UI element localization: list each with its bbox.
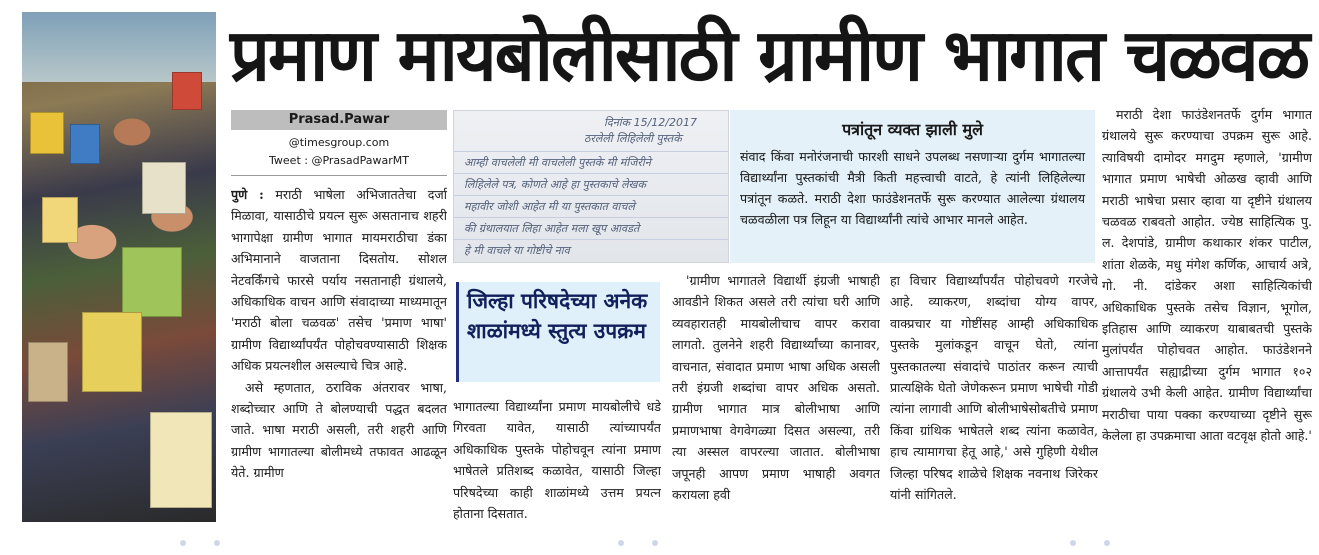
- article-column-1: [231, 184, 447, 524]
- article-column-2: [453, 396, 661, 526]
- sidebox-title: पत्रांतून व्यक्त झाली मुले: [842, 120, 983, 139]
- letter-line: आम्ही वाचलेली मी वाचलेली पुस्तके मी मंजिरीने: [464, 156, 651, 169]
- dateline: पुणे :: [231, 187, 264, 202]
- handwritten-letter-image: [453, 110, 729, 263]
- letter-date: दिनांक 15/12/2017: [604, 116, 697, 129]
- decorative-dot: [214, 540, 220, 546]
- pull-quote: [456, 282, 660, 382]
- photo-book: [82, 312, 142, 392]
- decorative-dot: [618, 540, 624, 546]
- photo-book: [142, 162, 186, 214]
- article-column-5: [1102, 104, 1312, 526]
- letter-line: लिहिलेले पत्र, कोणते आहे हा पुस्तकाचे लेखक: [464, 178, 646, 191]
- letters-sidebox: [730, 110, 1095, 263]
- letter-line: ठरलेली लिहिलेली पुस्तके: [584, 132, 682, 145]
- article-column-4: [890, 270, 1098, 526]
- decorative-dot: [1104, 540, 1110, 546]
- photo-book: [28, 342, 68, 402]
- students-with-books-photo: [22, 12, 216, 522]
- ruled-line: [454, 151, 728, 152]
- byline-tweet: Tweet : @PrasadPawarMT: [269, 154, 409, 167]
- letter-line: महावीर जोशी आहेत मी या पुस्तकात वाचले: [464, 200, 635, 213]
- photo-book: [122, 247, 182, 317]
- sidebox-body: संवाद किंवा मनोरंजनाची फारशी साधने उपलब्ध नसणाऱ्या दुर्गम भागातल्या विद्यार्थ्यांना पुस्तकांची मैत्री किती महत्त्वाची वाटते, हे त्यांनी लिहिलेल्या पत्रांतून कळते. मराठी देशा फाउंडेशनतर्फे सुरू करण्यात आलेल्या ग्रंथालय चळवळीला पत्र लिहून या विद्यार्थ्यांनी त्यांचे आभार मानले आहेत.: [740, 149, 1085, 227]
- decorative-dot: [652, 540, 658, 546]
- ruled-line: [454, 173, 728, 174]
- article-paragraph: [231, 184, 447, 377]
- ruled-line: [454, 217, 728, 218]
- article-paragraph: हा विचार विद्यार्थ्यांपर्यंत पोहोचवणे गरजेचे आहे. व्याकरण, शब्दांचा योग्य वापर, वाक्प्रचार या गोष्टींसह आम्ही अधिकाधिक पुस्तके मुलांकडून वाचून घेतो, त्यांना पुस्तकातल्या संवादांचे पाठांतर करून त्याची प्रात्यक्षिके घेतो जेणेकरून प्रमाण भाषेची गोडी त्यांना लागावी आणि बोलीभाषेसोबतीचे प्रमाण किंवा ग्रांथिक भाषेतले शब्द त्यांना कळावेत, हाच त्यामागचा हेतू आहे,' असे गुहिणी येथील जिल्हा परिषद शाळेचे शिक्षक नवनाथ जिरेकर यांनी सांगितले.: [890, 273, 1098, 503]
- photo-book: [150, 412, 212, 508]
- article-paragraph: 'ग्रामीण भागातले विद्यार्थी इंग्रजी भाषाही आवडीने शिकत असले तरी त्यांचा घरी आणि व्यवहारातही मायबोलीचाच वापर करावा लागतो. तुलनेने शहरी विद्यार्थ्यांच्या कानावर, वाचनात, संवादात प्रमाण भाषा अधिक असली तरी इंग्रजी शब्दांचा वापर अधिक असतो. ग्रामीण भागात मात्र बोलीभाषा आणि प्रमाणभाषा वेगवेगळ्या दिसत असल्या, तरी त्या अस्सल वापरल्या जातात. बोलीभाषा जपूनही आपण प्रमाण भाषाही अवगत करायला हवी: [672, 273, 880, 503]
- byline-email: @timesgroup.com: [288, 136, 390, 149]
- pull-quote-text: जिल्हा परिषदेच्या अनेक शाळांमध्ये स्तुत्य उपक्रम: [467, 289, 648, 343]
- byline-name: Prasad.Pawar: [231, 110, 447, 130]
- decorative-dot: [1070, 540, 1076, 546]
- paragraph-text: मराठी भाषेला अभिजाततेचा दर्जा मिळावा, यासाठीचे प्रयत्न सुरू असतानाच शहरी भागापेक्षा ग्रामीण भागात मायमराठीचा डंका अभिमानाने वाजताना दिसतोय. सोशल नेटवर्किंगचे फारसे पर्याय नसतानाही ग्रंथालये, अधिकाधिक वाचन आणि संवादाच्या माध्यमातून 'मराठी बोला चळवळ' तसेच 'प्रमाण भाषा' ग्रामीण विद्यार्थ्यांपर्यंत पोहोचवण्यासाठी शिक्षक अधिक प्रयत्नशील असल्याचे चित्र आहे.: [231, 187, 447, 374]
- article-paragraph: असे म्हणतात, ठराविक अंतरावर भाषा, शब्दोच्चार आणि ते बोलण्याची पद्धत बदलत जाते. भाषा मराठी असली, तरी शहरी आणि ग्रामीण भागातल्या बोलीमध्ये तफावत आढळून येते. ग्रामीण: [231, 379, 447, 481]
- byline-divider: [231, 175, 447, 176]
- photo-book: [30, 112, 64, 154]
- decorative-dot: [180, 540, 186, 546]
- letter-line: की ग्रंथालयात लिहा आहेत मला खूप आवडते: [464, 222, 640, 235]
- photo-book: [70, 124, 100, 164]
- photo-book: [42, 197, 78, 243]
- ruled-line: [454, 195, 728, 196]
- article-column-3: [672, 270, 880, 526]
- article-paragraph: भागातल्या विद्यार्थ्यांना प्रमाण मायबोलीचे धडे गिरवता यावेत, यासाठी त्यांच्यापर्यंत अधिकाधिक पुस्तके पोहोचवून त्यांना प्रमाण भाषेतले प्रतिशब्द कळावेत, यासाठी जिल्हा परिषदेच्या काही शाळांमध्ये उत्तम प्रयत्न होताना दिसतात.: [453, 399, 661, 522]
- article-paragraph: मराठी देशा फाउंडेशनतर्फे दुर्गम भागात ग्रंथालये सुरू करण्याचा उपक्रम सुरू आहे. त्याविषयी दामोदर मगदुम म्हणाले, 'ग्रामीण भागात प्रमाण भाषेची ओळख व्हावी आणि मराठी भाषेचा प्रसार व्हावा या दृष्टीने ग्रंथालय चळवळ राबवतो आहोत. ज्येष्ठ साहित्यिक पु. ल. देशपांडे, ग्रामीण कथाकार शंकर पाटील, शांता शेळके, मधु मंगेश कर्णिक, आचार्य अत्रे, गो. नी. दांडेकर अशा साहित्यिकांची अधिकाधिक पुस्तके तसेच विज्ञान, भूगोल, इतिहास आणि व्याकरण याबाबतची पुस्तके मुलांपर्यंत पोहोचवत आहोत. फाउंडेशनने आत्तापर्यंत सह्याद्रीच्या दुर्गम भागात १०२ ग्रंथालये उभी केली आहेत. ग्रामीण विद्यार्थ्यांचा मराठीचा पाया पक्का करण्याच्या दृष्टीने सुरू केलेला हा उपक्रमाचा आता वटवृक्ष होतो आहे.': [1102, 107, 1312, 444]
- headline: प्रमाण मायबोलीसाठी ग्रामीण भागात चळवळ: [230, 13, 1309, 97]
- photo-book: [172, 72, 202, 110]
- ruled-line: [454, 239, 728, 240]
- letter-line: हे मी वाचले या गोष्टीचे नाव: [464, 244, 570, 257]
- bottom-strip: [0, 536, 1319, 555]
